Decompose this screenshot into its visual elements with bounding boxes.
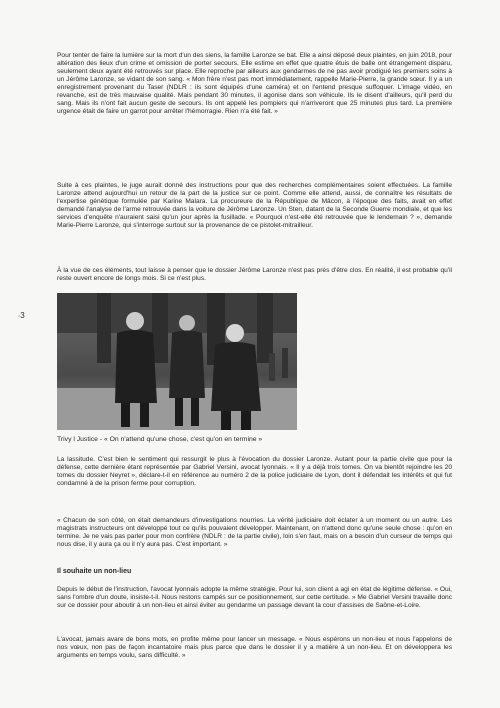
margin-annotation: ∙3 (18, 311, 25, 320)
paragraph-dossier-ouvert: À la vue de ces éléments, tout laisse à penser que le dossier Jérôme Laronze n'est pas près d'être clos. En réalité, il est probable qu'il reste ouvert encore de longs mois. Si ce n'est plus. (57, 267, 452, 282)
news-photo (57, 293, 297, 430)
photo-caption: Trivy l Justice - « On n'attend qu'une chose, c'est qu'on en termine » (57, 436, 263, 443)
photo-illustration (57, 293, 297, 430)
paragraph-strategie: Depuis le début de l'instruction, l'avocat lyonnais adopte la même stratégie. Pour lui, son client a agi en état de légitime défense. « Oui, sans l'ombre d'un doute, insiste-t-il. Nous restons campés sur ce positionnement, sur cette certitude. » Me Gabriel Versini travaille donc sur ce dossier pour aboutir à un non-lieu et ainsi éviter au gendarme un passage devant la cour d'assises de Saône-et-Loire. (57, 586, 452, 609)
paragraph-instructions: Suite à ces plaintes, le juge aurait donné des instructions pour que des recherches complémentaires soient effectuées. La famille Laronze attend aujourd'hui un retour de la part de la justice sur ce point. Comme elle attend, aussi, de connaître les résultats de l'expertise génétique formulée par Karine Malara. La procureure de la République de Mâcon, à l'époque des faits, avait en effet demandé l'analyse de l'arme retrouvée dans la voiture de Jérôme Laronze. Un Sten, datant de la Seconde Guerre mondiale, et que les services d'enquête n'auraient saisi qu'un jour après la fusillade. « Pourquoi n'est-elle été retrouvée que le lendemain ? », demande Marie-Pierre Laronze, qui s'interroge surtout sur la provenance de ce pistolet-mitrailleur. (57, 182, 452, 229)
paragraph-lassitude: La lassitude. C'est bien le sentiment qui ressurgit le plus à l'évocation du dossier Laronze. Autant pour la partie civile que pour la défense, cette dernière étant représentée par Gabriel Versini, avocat lyonnais. « Il y a déjà trois tomes. On va bientôt rejoindre les 20 tomes du dossier Neyret », déclare-t-il en référence au numéro 2 de la police judiciaire de Lyon, dont il défendait les intérêts et qui fut condamné à de la prison ferme pour corruption. (57, 456, 452, 487)
paragraph-investigations: « Chacun de son côté, on était demandeurs d'investigations nourries. La vérité judiciaire doit éclater à un moment ou un autre. Les magistrats instructeurs ont développé tout ce qu'ils pouvaient développer. Maintenant, on n'attend donc qu'une seule chose : qu'on en termine. Je ne vais pas parler pour mon confrère (NDLR : de la partie civile), loin s'en faut, mais on a besoin d'un curseur de temps qui nous dise, il y aura ça ou il n'y aura pas. C'est important. » (57, 517, 452, 548)
paragraph-plaintes: Pour tenter de faire la lumière sur la mort d'un des siens, la famille Laronze se bat. Elle a ainsi déposé deux plaintes, en juin 2018, pour altération des lieux d'un crime et omission de porter secours. Elle estime en effet que quatre étuis de balle ont étrangement disparu, seulement deux ayant été retrouvés sur place. Elle reproche par ailleurs aux gendarmes de ne pas avoir prodigué les premiers soins à un Jérôme Laronze, se vidant de son sang. « Mon frère n'est pas mort immédiatement, rappelle Marie-Pierre, la grande sœur. Il y a un enregistrement provenant du Taser (NDLR : ils sont équipés d'une caméra) et on l'entend presque suffoquer. L'image vidéo, en revanche, est de très mauvaise qualité. Mais pendant 30 minutes, il agonise dans son véhicule. Ils le disent d'ailleurs, qu'il perd du sang. Mais ils n'ont fait aucun geste de secours. Ils ont appelé les pompiers qui n'arriveront que 25 minutes plus tard. La première urgence était de faire un garrot pour arrêter l'hémorragie. Rien n'a été fait. » (57, 52, 452, 115)
section-heading: Il souhaite un non-lieu (57, 568, 132, 575)
paragraph-message: L'avocat, jamais avare de bons mots, en profite même pour lancer un message. « Nous espérons un non-lieu et nous l'appelons de nos vœux, non pas de façon incantatoire mais plus parce que dans le dossier il y a matière à un non-lieu. Et on développera les arguments en temps voulu, sans difficulté. » (57, 636, 452, 659)
